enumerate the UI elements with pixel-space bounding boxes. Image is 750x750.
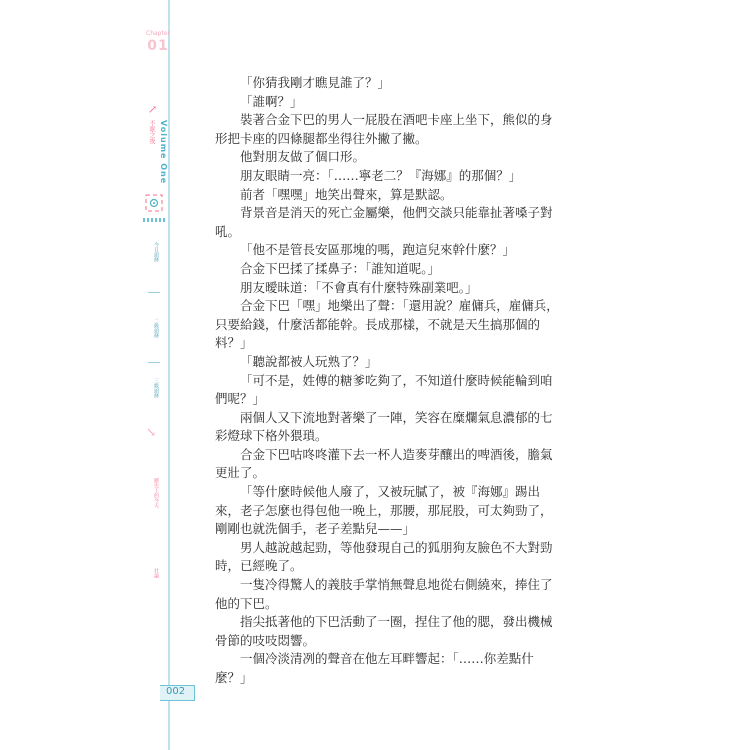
paragraph: 兩個人又下流地對著樂了一陣，笑容在糜爛氣息濃郁的七彩燈球下格外猥瑣。 — [215, 409, 553, 444]
paragraph: 「等什麼時候他人廢了，又被玩膩了，被『海娜』踢出來，老子怎麼也得包他一晚上，那腰，那屁股，可太夠勁了，剛剛也就洗個手，老子差點兒——」 — [215, 484, 553, 537]
arrow-down-right-icon: ↘ — [146, 425, 157, 439]
nav-divider — [148, 292, 160, 293]
paragraph: 背景音是消天的死亡金屬樂，他們交談只能靠扯著嗓子對吼。 — [215, 205, 553, 239]
paragraph: 「你猜我剛才瞧見誰了？」 — [240, 75, 391, 90]
paragraph: 合金下巴咕咚咚灌下去一杯人造麥芽釀出的啤酒後，膽氣更壯了。 — [215, 446, 553, 481]
nav-item-headline-3[interactable]: 三級頭條 — [153, 378, 159, 398]
volume-title-cn: 不眠之夜 — [148, 120, 155, 144]
nav-item-history[interactable]: 歷史上的今天 — [153, 478, 159, 508]
paragraph: 一隻冷得驚人的義肢手掌悄無聲息地從右側繞來，捧住了他的下巴。 — [215, 577, 553, 611]
paragraph: 朋友眼睛一亮：「……寧老二？『海娜』的那個？」 — [240, 167, 522, 183]
paragraph: 男人越說越起勁，等他發現自己的狐朋狗友臉色不大對勁時，已經晚了。 — [215, 539, 553, 574]
crosshair-icon — [145, 194, 163, 212]
nav-item-headline-2[interactable]: 二級頭條 — [153, 318, 159, 338]
decorative-bar — [143, 218, 167, 222]
paragraph: 指尖抵著他的下巴活動了一圈，捏住了他的腮，發出機械骨節的吱吱悶響。 — [215, 614, 553, 648]
body-text — [215, 74, 560, 688]
chapter-sidebar — [130, 0, 186, 750]
paragraph: 「誰啊？」 — [240, 93, 303, 109]
paragraph: 一個冷淡清冽的聲音在他左耳畔響起：「……你差點什麼？」 — [215, 651, 534, 685]
paragraph: 裝著合金下巴的男人一屁股在酒吧卡座上坐下，熊似的身形把卡座的四條腿都坐得往外撇了撇。 — [215, 112, 553, 146]
nav-item-headline-1[interactable]: 今日頭條 — [153, 242, 159, 262]
chapter-label: Chapter — [146, 30, 170, 37]
nav-item-editorial[interactable]: 社論 — [153, 568, 159, 578]
paragraph: 合金下巴「嘿」地樂出了聲：「還用說？雇傭兵，雇傭兵，只要給錢，什麼活都能幹。長成那樣，不就是天生搞那個的料？」 — [215, 298, 559, 351]
paragraph: 合金下巴揉了揉鼻子：「誰知道呢。」 — [240, 260, 441, 276]
nav-divider — [148, 362, 160, 363]
paragraph: 前者「嘿嘿」地笑出聲來，算是默認。 — [240, 186, 453, 202]
chapter-number: 01 — [147, 38, 169, 54]
paragraph: 朋友曖昧道：「不會真有什麼特殊副業吧。」 — [240, 279, 478, 295]
paragraph: 「他不是管長安區那塊的嗎，跑這兒來幹什麼？」 — [240, 242, 516, 258]
page-number: 002 — [166, 686, 186, 697]
arrow-up-right-icon: ↗ — [148, 103, 158, 116]
paragraph: 他對朋友做了個口形。 — [240, 149, 366, 165]
sidebar-rule — [168, 0, 170, 750]
paragraph: 「聽說都被人玩熟了？」 — [240, 353, 378, 369]
paragraph: 「可不是，姓傅的糖爹吃夠了，不知道什麼時候能輪到咱們呢？」 — [215, 372, 553, 407]
volume-title-en: Volume One — [159, 120, 168, 185]
